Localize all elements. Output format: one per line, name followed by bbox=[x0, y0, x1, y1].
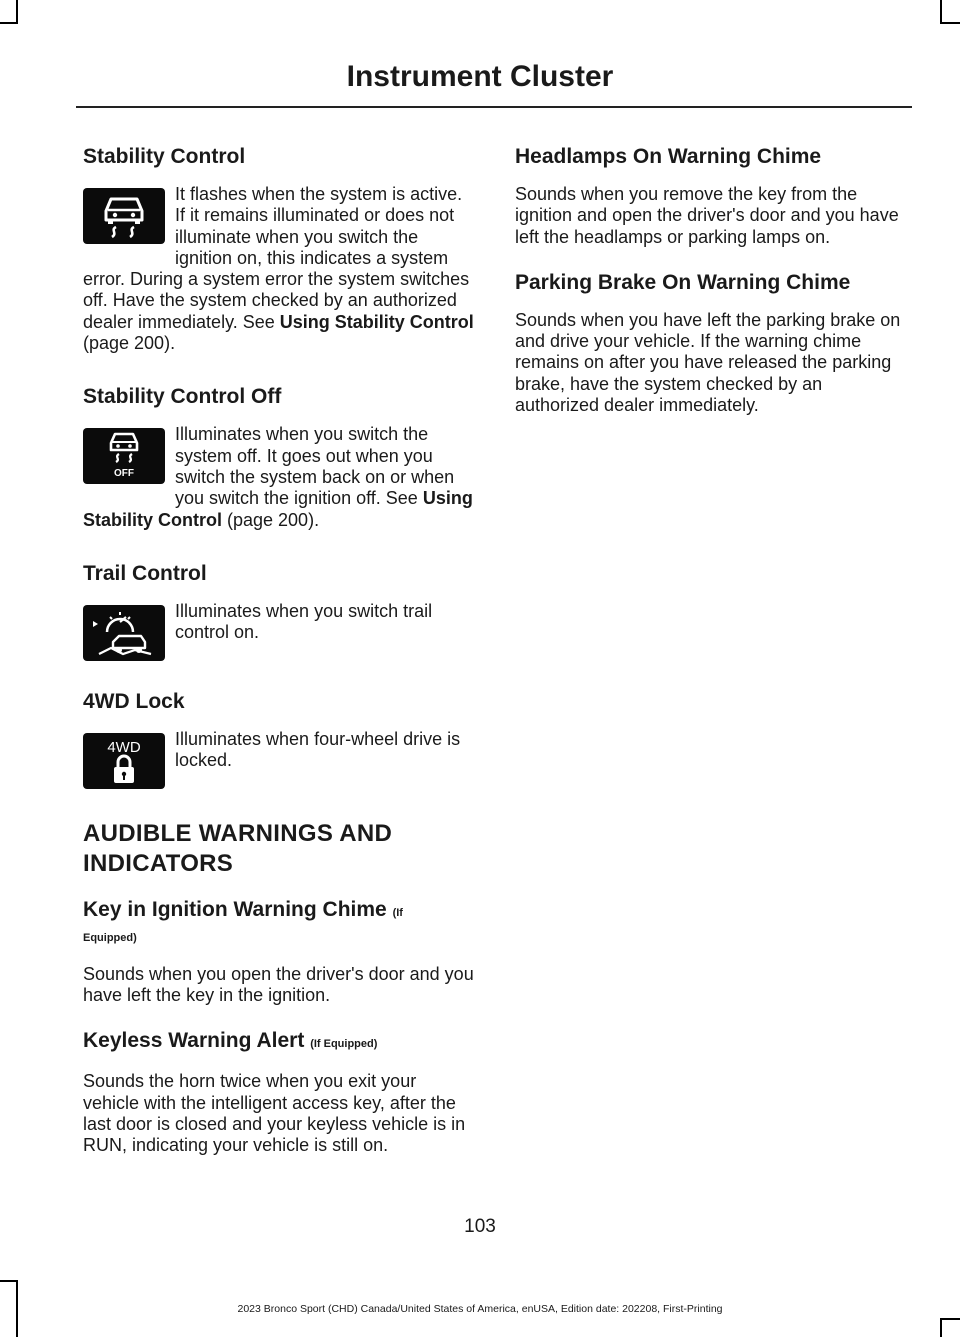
crop-mark bbox=[940, 0, 942, 24]
crop-mark bbox=[940, 1320, 942, 1337]
crop-mark bbox=[0, 1280, 18, 1282]
section-heading: Keyless Warning Alert (If Equipped) bbox=[83, 1029, 378, 1053]
stability-control-off-icon bbox=[83, 428, 165, 484]
icon-label: 4WD bbox=[107, 738, 141, 756]
right-column bbox=[515, 142, 907, 436]
icon-label: OFF bbox=[114, 468, 134, 480]
section-heading: Headlamps On Warning Chime bbox=[515, 145, 822, 168]
section-4wd-lock bbox=[83, 687, 475, 793]
section-keyless-warning bbox=[83, 1026, 475, 1156]
crop-mark bbox=[940, 1318, 960, 1320]
qualifier: (If Equipped) bbox=[310, 1038, 378, 1051]
section-text: Sounds when you open the driver's door and you have left the key in the ignition. bbox=[83, 963, 474, 1006]
section-heading: 4WD Lock bbox=[83, 689, 185, 713]
cross-reference-link[interactable]: Using Stability Control bbox=[83, 488, 473, 530]
header-rule bbox=[76, 106, 912, 108]
section-heading: Stability Control bbox=[83, 145, 246, 168]
section-headlamps-chime bbox=[515, 142, 907, 248]
section-text: Illuminates when you switch trail control on. bbox=[175, 600, 433, 643]
page-title: Instrument Cluster bbox=[346, 60, 614, 93]
section-text: Sounds when you remove the key from the ignition and open the driver's door and you have left the headlamps or parking lamps on. bbox=[515, 184, 899, 247]
crop-mark bbox=[940, 22, 960, 24]
qualifier: (If bbox=[392, 906, 403, 919]
section-heading: Parking Brake On Warning Chime bbox=[515, 270, 851, 294]
section-text: Illuminates when you switch the system off. It goes out when you switch the system back on or when you switch the ignition off. See Using Stability Control (page 200). bbox=[83, 424, 473, 530]
left-column bbox=[83, 142, 475, 1177]
crop-mark bbox=[16, 0, 18, 24]
stability-control-icon bbox=[83, 188, 165, 244]
section-heading: Stability Control Off bbox=[83, 385, 282, 409]
page-header bbox=[0, 60, 960, 94]
section-text: Sounds when you have left the parking brake on and drive your vehicle. If the warning chime remains on after you have released the parking brake, have the system checked by an authorized dealer immediately. bbox=[515, 309, 901, 416]
section-trail-control bbox=[83, 559, 475, 665]
section-audible-warnings bbox=[83, 819, 475, 879]
section-text: Illuminates when four-wheel drive is locked. bbox=[175, 728, 461, 771]
section-stability-control-off bbox=[83, 382, 475, 530]
section-heading: Trail Control bbox=[83, 561, 207, 585]
4wd-lock-icon bbox=[83, 733, 165, 789]
section-text: It flashes when the system is active. If it remains illuminated or does not illuminate when you switch the ignition on, this indicates a system error. During a system error the system switches off. Have the system checked by an authorized dealer immediately. See Using Stability Control (page 200). bbox=[83, 184, 474, 354]
section-parking-brake-chime bbox=[515, 268, 907, 416]
section-key-ignition-chime bbox=[83, 895, 475, 1007]
page-number: 103 bbox=[464, 1216, 496, 1237]
section-text: Sounds the horn twice when you exit your vehicle with the intelligent access key, after the last door is closed and your keyless vehicle is in RUN, indicating your vehicle is still on. bbox=[83, 1071, 466, 1156]
qualifier: Equipped) bbox=[83, 931, 137, 944]
chapter-heading: AUDIBLE WARNINGS AND INDICATORS bbox=[83, 819, 393, 877]
crop-mark bbox=[0, 22, 18, 24]
section-heading: Key in Ignition Warning Chime (If bbox=[83, 897, 403, 921]
footer-edition-text: 2023 Bronco Sport (CHD) Canada/United States of America, enUSA, Edition date: 202208, First-Printing bbox=[237, 1303, 723, 1315]
cross-reference-link[interactable]: Using Stability Control bbox=[279, 311, 474, 332]
trail-control-icon bbox=[83, 605, 165, 661]
section-stability-control bbox=[83, 142, 475, 354]
